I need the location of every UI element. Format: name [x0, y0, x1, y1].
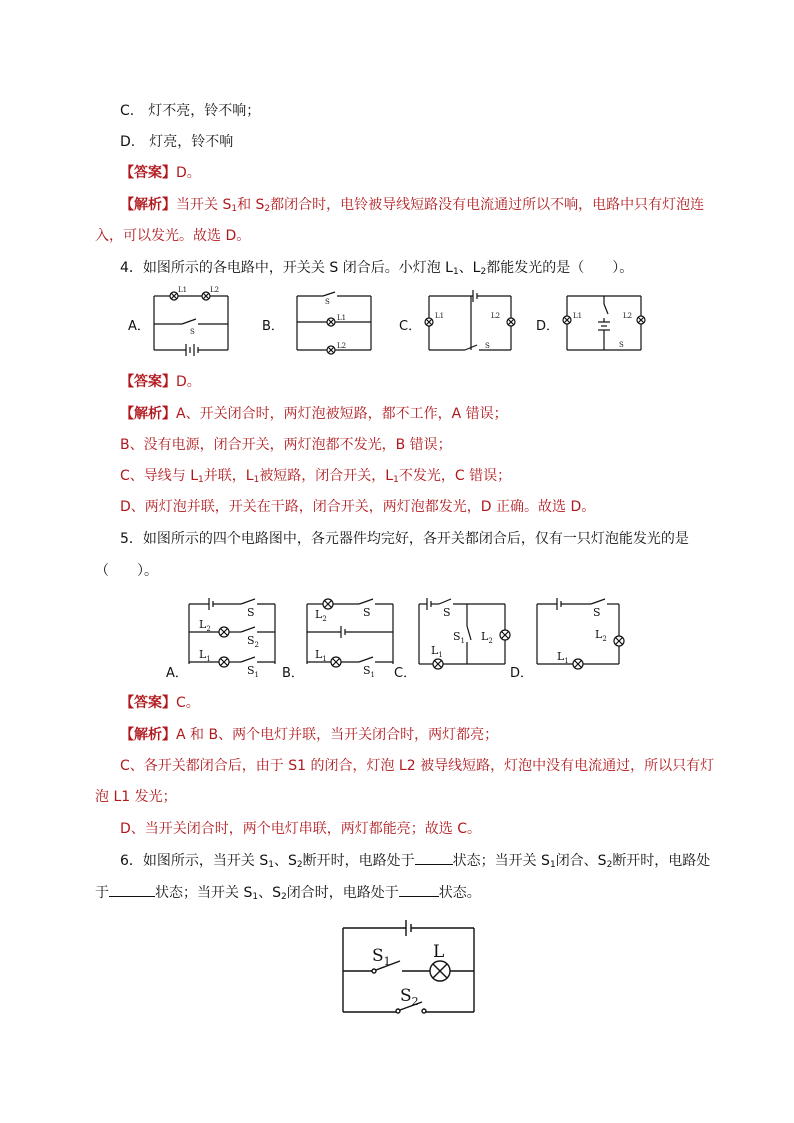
q5-label-d: D． — [510, 666, 534, 681]
analysis-text: A 和 B、两个电灯并联，当开关闭合时，两灯都亮； — [176, 727, 499, 743]
subscript: 2 — [606, 860, 613, 870]
subscript: 2 — [296, 860, 303, 870]
q6-text: 断开时，电路处于 — [302, 853, 415, 869]
q4-stem — [120, 258, 633, 282]
q6-text: 状态。 — [438, 885, 481, 901]
answer-value: C。 — [176, 695, 200, 711]
answer-tag: 【答案】 — [120, 695, 176, 711]
svg-text:L1: L1 — [573, 312, 583, 320]
analysis-text: C、导线与 L — [120, 468, 199, 484]
svg-text:L2: L2 — [491, 312, 501, 320]
subscript: 1 — [268, 860, 274, 870]
svg-text:L2: $L_2$ — [315, 608, 327, 623]
analysis-text: 都闭合时，电铃被导线短路没有电流通过所以不响，电路中只有灯泡连 — [270, 197, 705, 213]
subscript: 1 — [452, 267, 459, 277]
analysis-text: 并联，L — [203, 468, 254, 484]
subscript: 1 — [393, 475, 399, 485]
q4-label-c: C． — [399, 319, 422, 334]
q4-answer — [120, 372, 201, 392]
q5-circuit-a — [185, 600, 280, 679]
q4-circuit-a — [150, 286, 232, 354]
q3-option-d: D. 灯亮，铃不响 — [120, 134, 234, 150]
subscript: 1 — [198, 475, 204, 485]
q6-line2 — [95, 883, 481, 907]
q5-circuit-c — [415, 600, 510, 672]
analysis-text: 当开关 S — [176, 197, 232, 213]
q5-circuit-b — [303, 600, 398, 679]
svg-text:S: S — [619, 341, 624, 349]
svg-text:S: S — [325, 298, 330, 306]
answer-tag: 【答案】 — [120, 374, 176, 390]
q4-circuit-b — [293, 292, 375, 354]
svg-text:L2: L2 — [337, 342, 347, 350]
svg-text:S1: $S_1$ — [372, 946, 391, 968]
q3-analysis-line2: 入，可以发光。故选 D。 — [95, 228, 251, 244]
q4-analysis-a — [120, 404, 508, 424]
q5-circuit-d — [533, 600, 628, 672]
q5-analysis-c-line2: 泡 L1 发光； — [95, 789, 177, 805]
q6-text: 6．如图所示，当开关 S — [120, 853, 269, 869]
q4-circuit-c — [425, 292, 515, 354]
svg-text:S: S — [485, 342, 490, 350]
answer-tag: 【答案】 — [120, 165, 176, 181]
q3-answer — [120, 163, 201, 183]
analysis-text: 不发光，C 错误； — [398, 468, 512, 484]
svg-text:S1: $S_1$ — [247, 664, 260, 679]
svg-text:L2: $L_2$ — [481, 630, 493, 645]
svg-text:S: S — [247, 606, 255, 619]
analysis-text: A、开关闭合时，两灯泡被短路，都不工作，A 错误； — [176, 406, 508, 422]
svg-text:L1: L1 — [435, 312, 445, 320]
q5-analysis-d: D、当开关闭合时，两个电灯串联，两灯都能亮；故选 C。 — [120, 821, 482, 837]
svg-text:S2: $S_2$ — [247, 634, 260, 649]
svg-text:S1: $S_1$ — [363, 664, 376, 679]
q5-analysis-ab — [120, 725, 498, 745]
q5-analysis-c-line1: C、各开关都闭合后，由于 S1 的闭合，灯泡 L2 被导线短路，灯泡中没有电流通过，所以只有灯 — [120, 758, 715, 774]
subscript: 1 — [252, 892, 259, 902]
svg-text:S: S — [190, 328, 195, 336]
q5-label-c: C． — [394, 666, 417, 681]
answer-value: D。 — [176, 165, 201, 181]
svg-text:S: S — [593, 606, 601, 619]
q4-label-b: B． — [262, 319, 284, 334]
subscript: 2 — [280, 892, 287, 902]
q6-text: 于 — [95, 885, 109, 901]
svg-text:S1: $S_1$ — [453, 630, 466, 645]
svg-text:S: S — [363, 606, 371, 619]
blank-2[interactable] — [109, 896, 155, 897]
q4-analysis-b: B、没有电源，闭合开关，两灯泡都不发光，B 错误； — [120, 437, 452, 453]
svg-text:L1: $L_1$ — [199, 648, 211, 663]
q6-text: 状态；当开关 S — [452, 853, 550, 869]
q6-text: 闭合、S — [555, 853, 607, 869]
subscript: 1 — [231, 204, 238, 214]
q5-stem-line1: 5．如图所示的四个电路图中，各元器件均完好，各开关都闭合后，仅有一只灯泡能发光的是 — [120, 531, 689, 547]
q6-text: 、S — [258, 885, 281, 901]
svg-text:S2: $S_2$ — [400, 986, 419, 1008]
subscript: 2 — [264, 204, 271, 214]
q5-stem-line2: （ ）。 — [95, 563, 158, 579]
q4-label-d: D． — [536, 319, 560, 334]
q5-label-a: A． — [166, 666, 188, 681]
q6-circuit — [340, 915, 480, 1015]
analysis-tag: 【解析】 — [120, 197, 176, 213]
svg-text:L2: $L_2$ — [199, 618, 211, 633]
q6-text: 状态；当开关 S — [155, 885, 253, 901]
q3-analysis-line1 — [120, 195, 704, 219]
svg-text:L2: $L_2$ — [595, 628, 607, 643]
q5-label-b: B． — [282, 666, 304, 681]
svg-text:L2: L2 — [623, 312, 633, 320]
subscript: 1 — [253, 475, 260, 485]
svg-text:L1: L1 — [337, 314, 347, 322]
svg-text:L1: $L_1$ — [557, 650, 569, 665]
q4-analysis-c — [120, 466, 511, 490]
stem-text: 、L — [458, 260, 481, 276]
blank-3[interactable] — [399, 896, 439, 897]
stem-text: 都能发光的是（ ）。 — [486, 260, 634, 276]
subscript: 1 — [549, 860, 556, 870]
svg-text:S: S — [443, 606, 451, 619]
subscript: 2 — [480, 267, 487, 277]
analysis-tag: 【解析】 — [120, 727, 176, 743]
q3-option-c: C. 灯不亮，铃不响； — [120, 103, 261, 119]
q4-analysis-d: D、两灯泡并联，开关在干路，闭合开关，两灯泡都发光，D 正确。故选 D。 — [120, 499, 596, 515]
fig-s2-label: S — [400, 986, 412, 1006]
analysis-text: 和 S — [237, 197, 265, 213]
fig-l-label: L — [433, 942, 445, 962]
q6-text: 闭合时，电路处于 — [286, 885, 399, 901]
q4-label-a: A． — [128, 319, 150, 334]
stem-text: 4．如图所示的各电路中，开关关 S 闭合后。小灯泡 L — [120, 260, 453, 276]
q4-circuit-d — [563, 292, 645, 354]
q6-text: 、S — [273, 853, 297, 869]
svg-text:L1: $L_1$ — [431, 644, 443, 659]
q6-line1 — [120, 851, 710, 875]
blank-1[interactable] — [415, 864, 453, 865]
svg-text:L1: L1 — [178, 286, 188, 294]
analysis-text: 被短路，闭合开关，L — [259, 468, 394, 484]
q5-answer — [120, 693, 200, 713]
svg-text:L2: L2 — [210, 286, 220, 294]
q6-text: 断开时，电路处 — [612, 853, 711, 869]
fig-s1-label: S — [372, 946, 384, 966]
svg-text:L1: $L_1$ — [315, 648, 327, 663]
analysis-tag: 【解析】 — [120, 406, 176, 422]
answer-value: D。 — [176, 374, 201, 390]
